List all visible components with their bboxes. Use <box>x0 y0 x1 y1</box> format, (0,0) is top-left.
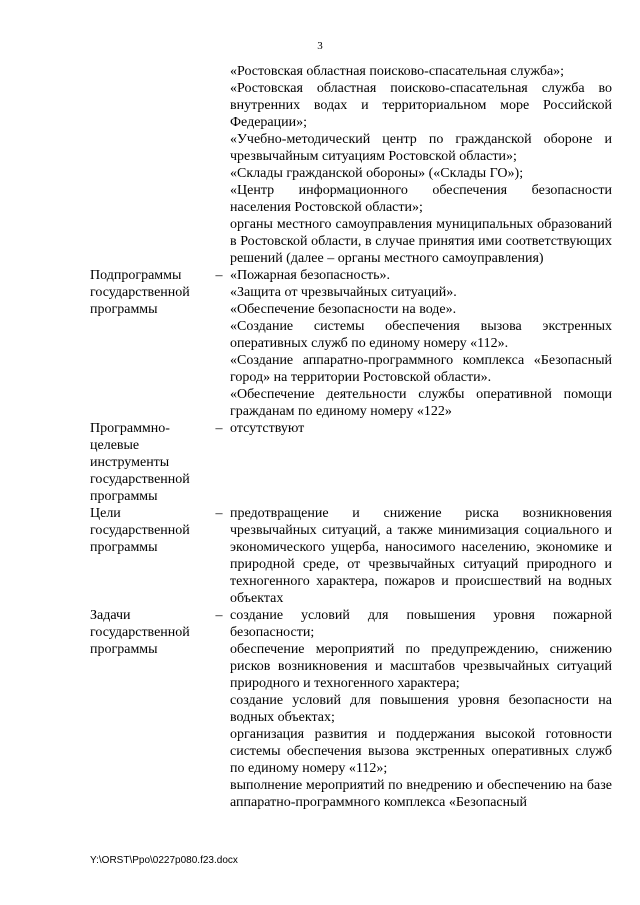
subprogram-item: «Обеспечение деятельности службы оперативной помощи гражданам по единому номеру «122» <box>230 387 612 419</box>
subprograms-row <box>90 267 612 420</box>
task-item: выполнение мероприятий по внедрению и обеспечению на базе аппаратно-программного комплекса «Безопасный <box>230 778 612 810</box>
goals-value <box>230 505 612 607</box>
continuation-item: органы местного самоуправления муниципальных образований в Ростовской области, в случае принятия ими соответствующих решений (далее – органы местного самоуправления) <box>230 217 612 266</box>
dash: – <box>215 268 223 283</box>
continuation-item: «Учебно-методический центр по гражданской обороне и чрезвычайным ситуациям Ростовской области»; <box>230 132 612 164</box>
continuation-list <box>230 63 612 267</box>
subprogram-item: «Пожарная безопасность». <box>230 268 391 283</box>
empty-dash <box>208 63 230 267</box>
continuation-item: «Ростовская областная поисково-спасательная служба во внутренних водах и территориальном море Российской Федерации»; <box>230 81 612 130</box>
task-item: обеспечение мероприятий по предупреждению, снижению рисков возникновения и масштабов чрезвычайных ситуаций природного и техногенного характера; <box>230 642 612 691</box>
instruments-row <box>90 420 612 505</box>
page-number: 3 <box>317 40 323 52</box>
continuation-item: «Ростовская областная поисково-спасательная служба»; <box>230 64 565 79</box>
task-item: создание условий для повышения уровня пожарной безопасности; <box>230 608 612 640</box>
tasks-label: Задачи государственной программы <box>90 608 190 657</box>
passport-table <box>90 63 612 811</box>
instruments-value <box>230 420 612 505</box>
tasks-row <box>90 607 612 811</box>
dash: – <box>215 506 223 521</box>
task-item: организация развития и поддержания высокой готовности системы обеспечения вызова экстренных оперативных служб по единому номеру «112»; <box>230 727 612 776</box>
tasks-list <box>230 607 612 811</box>
goals-row <box>90 505 612 607</box>
empty-label <box>90 63 208 267</box>
subprograms-label: Подпрограммы государственной программы <box>90 268 190 317</box>
subprogram-item: «Создание аппаратно-программного комплекса «Безопасный город» на территории Ростовской области». <box>230 353 612 385</box>
task-item: создание условий для повышения уровня безопасности на водных объектах; <box>230 693 612 725</box>
subprogram-item: «Защита от чрезвычайных ситуаций». <box>230 285 457 300</box>
dash: – <box>215 421 223 436</box>
subprogram-item: «Создание системы обеспечения вызова экстренных оперативных служб по единому номеру «112». <box>230 319 612 351</box>
instruments-item: отсутствуют <box>230 421 305 436</box>
continuation-row <box>90 63 612 267</box>
dash: – <box>215 608 223 623</box>
subprograms-list <box>230 267 612 420</box>
goals-label: Цели государственной программы <box>90 506 190 555</box>
continuation-item: «Склады гражданской обороны» («Склады ГО»); <box>230 166 524 181</box>
goal-item: предотвращение и снижение риска возникновения чрезвычайных ситуаций, а также минимизация социального и экономического ущерба, наносимого населению, экономике и природной среде, от чрезвычайных ситуаций природного и техногенного характера, пожаров и происшествий на водных объектах <box>230 506 612 606</box>
continuation-item: «Центр информационного обеспечения безопасности населения Ростовской области»; <box>230 183 612 215</box>
instruments-label: Программно-целевые инструменты государственной программы <box>90 421 190 504</box>
subprogram-item: «Обеспечение безопасности на воде». <box>230 302 457 317</box>
file-path-footer: Y:\ORST\Ppo\0227p080.f23.docx <box>90 855 238 866</box>
